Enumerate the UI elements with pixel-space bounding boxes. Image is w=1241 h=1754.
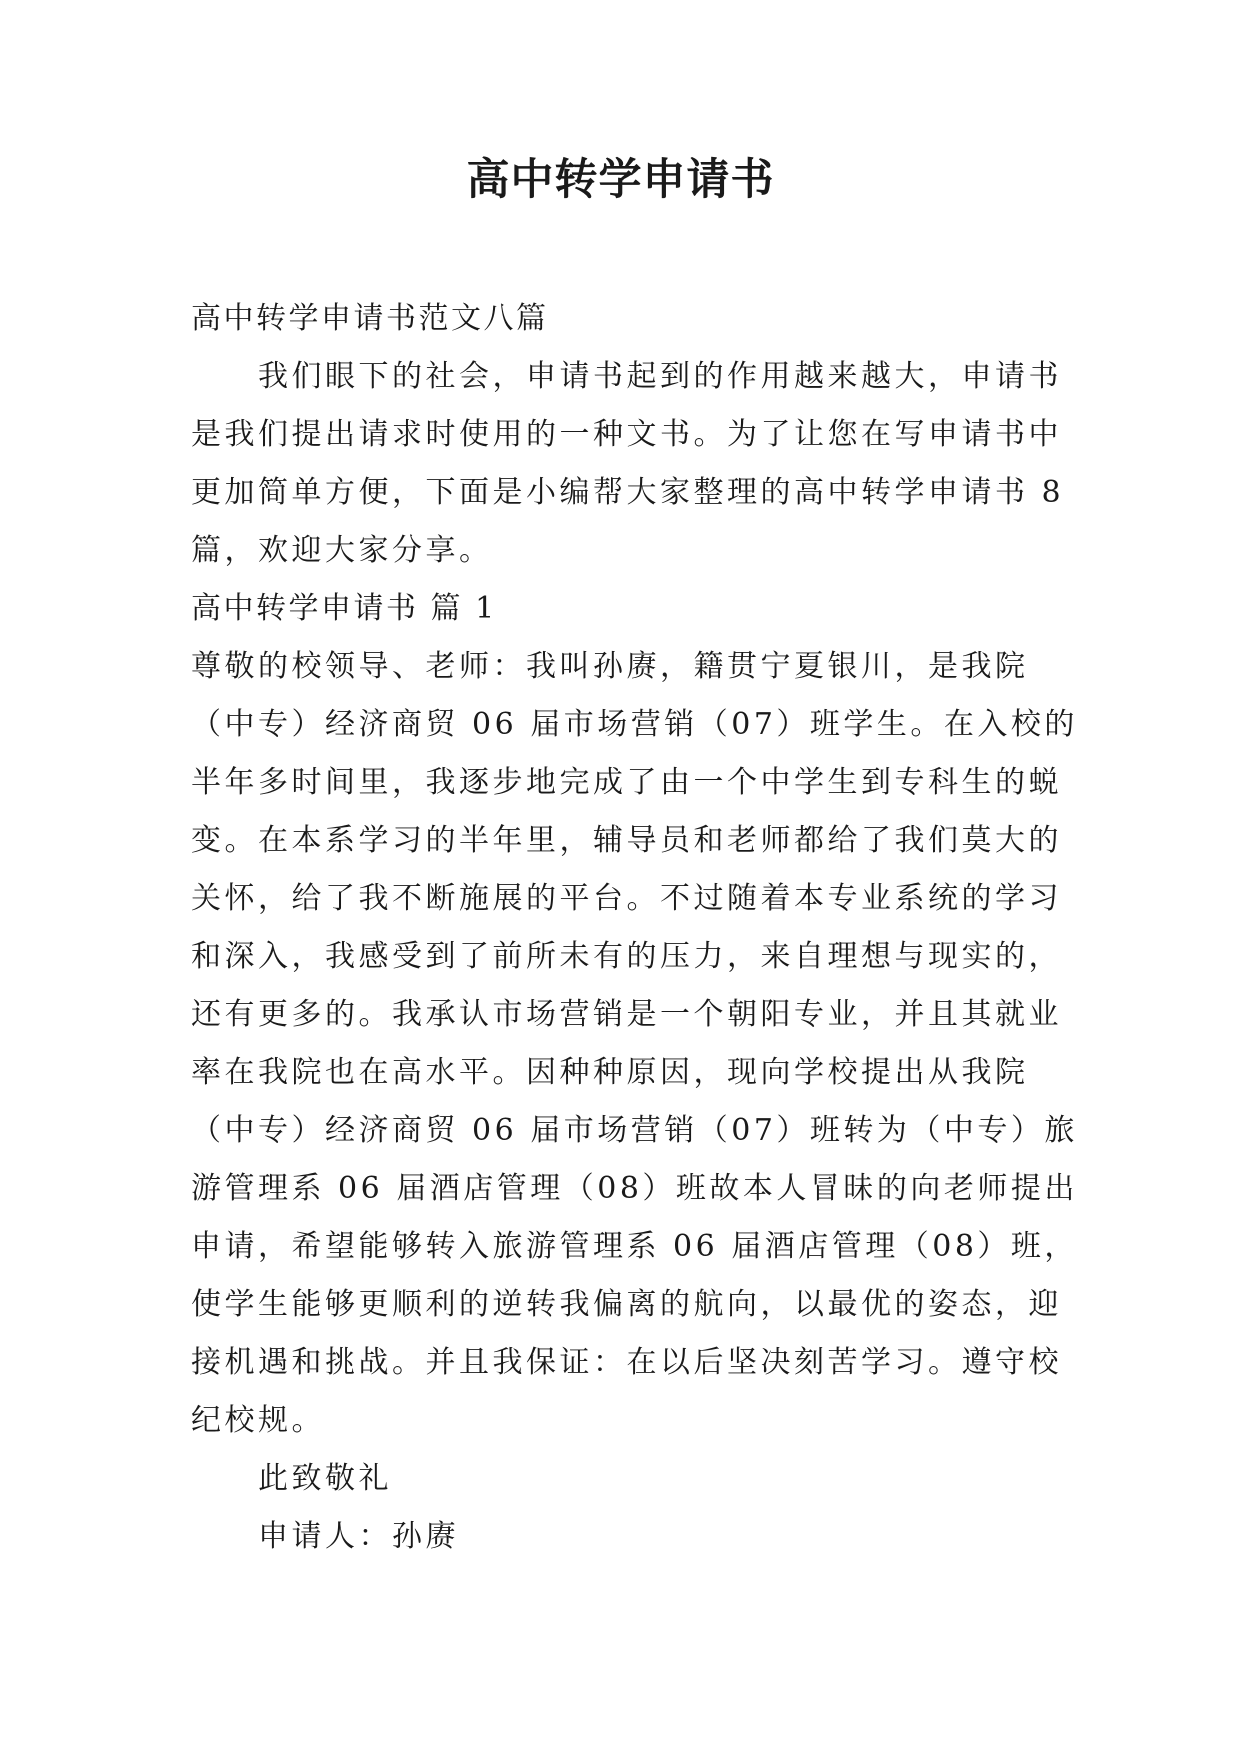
letter-paragraph-line: 申请，希望能够转入旅游管理系 06 届酒店管理（08）班， [191, 1229, 1078, 1264]
applicant-signature: 申请人：孙赓 [258, 1519, 459, 1554]
letter-paragraph-line: 纪校规。 [191, 1403, 325, 1438]
letter-paragraph-line: 和深入，我感受到了前所未有的压力，来自理想与现实的， [191, 939, 1062, 974]
subtitle-line: 高中转学申请书范文八篇 [191, 301, 549, 336]
intro-paragraph-line: 是我们提出请求时使用的一种文书。为了让您在写申请书中 [191, 417, 1062, 452]
document-title: 高中转学申请书 [466, 155, 775, 205]
letter-paragraph-line: 接机遇和挑战。并且我保证：在以后坚决刻苦学习。遵守校 [191, 1345, 1062, 1380]
letter-paragraph-line: 半年多时间里，我逐步地完成了由一个中学生到专科生的蜕 [191, 765, 1062, 800]
letter-paragraph-line: 游管理系 06 届酒店管理（08）班故本人冒昧的向老师提出 [191, 1171, 1078, 1206]
letter-paragraph-line: 关怀，给了我不断施展的平台。不过随着本专业系统的学习 [191, 881, 1062, 916]
letter-paragraph-line: 使学生能够更顺利的逆转我偏离的航向，以最优的姿态，迎 [191, 1287, 1062, 1322]
letter-paragraph-line: 率在我院也在高水平。因种种原因，现向学校提出从我院 [191, 1055, 1029, 1090]
intro-paragraph-line: 更加简单方便，下面是小编帮大家整理的高中转学申请书 8 [191, 475, 1065, 510]
letter-paragraph-line: （中专）经济商贸 06 届市场营销（07）班转为（中专）旅 [191, 1113, 1078, 1148]
section-heading: 高中转学申请书 篇 1 [191, 591, 497, 626]
document-body [191, 290, 1078, 1566]
letter-paragraph-line: 还有更多的。我承认市场营销是一个朝阳专业，并且其就业 [191, 997, 1062, 1032]
letter-paragraph-line: 变。在本系学习的半年里，辅导员和老师都给了我们莫大的 [191, 823, 1062, 858]
intro-paragraph-line: 我们眼下的社会，申请书起到的作用越来越大，申请书 [258, 359, 1062, 394]
closing-salutation: 此致敬礼 [258, 1461, 392, 1496]
letter-paragraph-line: （中专）经济商贸 06 届市场营销（07）班学生。在入校的 [191, 707, 1078, 742]
intro-paragraph-line: 篇，欢迎大家分享。 [191, 533, 493, 568]
letter-paragraph-line: 尊敬的校领导、老师：我叫孙赓，籍贯宁夏银川，是我院 [191, 649, 1029, 684]
